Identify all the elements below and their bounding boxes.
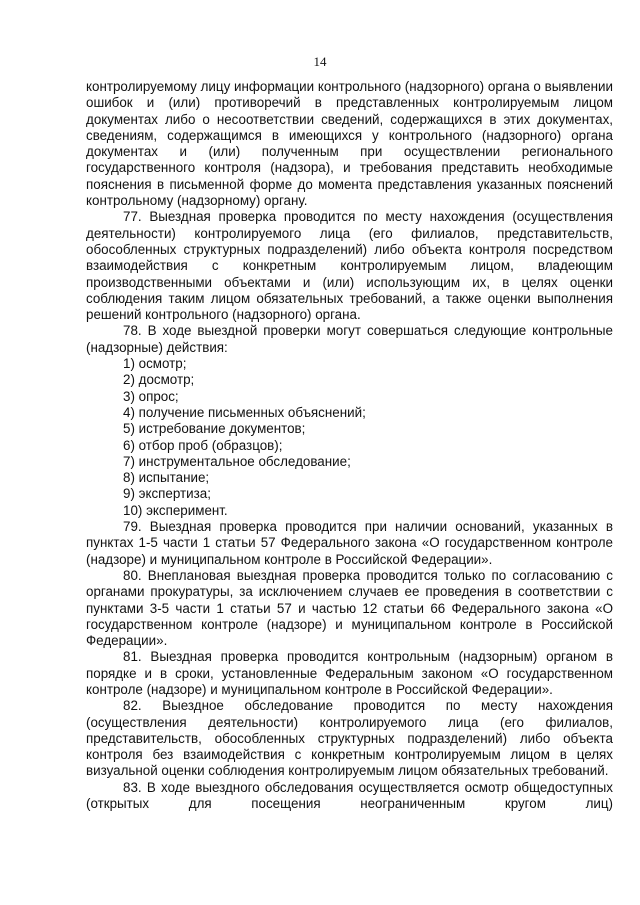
paragraph-78: 78. В ходе выездной проверки могут совершаться следующие контрольные (надзорные) действия: bbox=[86, 323, 613, 355]
list-item: 2) досмотр; bbox=[123, 372, 195, 388]
list-item: 3) опрос; bbox=[123, 388, 179, 404]
list-item: 1) осмотр; bbox=[123, 356, 187, 372]
list-item: 6) отбор проб (образцов); bbox=[123, 437, 283, 453]
page-number: 14 bbox=[313, 54, 327, 69]
paragraph-79: 79. Выездная проверка проводится при наличии оснований, указанных в пунктах 1-5 части 1 статьи 57 Федерального закона «О государственном контроле (надзоре) и муниципальном контроле в Российской Федерации». bbox=[86, 519, 613, 567]
list-item: 8) испытание; bbox=[123, 470, 210, 486]
paragraph-80: 80. Внеплановая выездная проверка проводится только по согласованию с органами прокуратуры, за исключением случаев ее проведения в соответствии с пунктами 3-5 части 1 статьи 57 и частью 12 статьи 66 Федерального закона «О государственном контроле (надзоре) и муниципальном контроле в Российской Федерации». bbox=[86, 567, 613, 649]
paragraph-continuation: контролируемому лицу информации контрольного (надзорного) органа о выявлении ошибок и (или) противоречий в представленных контролируемым лицом документах либо о несоответствии сведений, содержащихся в этих документах, сведениям, содержащимся в имеющихся у контрольного (надзорного) органа документах и (или) полученным при осуществлении регионального государственного контроля (надзора), и требования представить необходимые пояснения в письменной форме до момента представления указанных пояснений контрольному (надзорному) органу. bbox=[86, 79, 613, 209]
document-body bbox=[86, 79, 613, 812]
control-actions-list bbox=[86, 356, 613, 519]
paragraph-82: 82. Выездное обследование проводится по месту нахождения (осуществления деятельности) контролируемого лица (его филиалов, представительств, обособленных структурных подразделений) либо объекта контроля без взаимодействия с конкретным контролируемым лицом в целях визуальной оценки соблюдения контролируемым лицом обязательных требований. bbox=[86, 698, 613, 779]
paragraph-83: 83. В ходе выездного обследования осуществляется осмотр общедоступных (открытых для посещения неограниченным кругом лиц) bbox=[86, 779, 613, 812]
paragraph-81: 81. Выездная проверка проводится контрольным (надзорным) органом в порядке и в сроки, установленные Федеральным законом «О государственном контроле (надзоре) и муниципальном контроле в Российской Федерации». bbox=[86, 649, 613, 697]
list-item: 9) экспертиза; bbox=[123, 486, 211, 502]
list-item: 4) получение письменных объяснений; bbox=[123, 404, 366, 420]
list-item: 7) инструментальное обследование; bbox=[123, 453, 351, 469]
list-item: 10) эксперимент. bbox=[123, 502, 228, 518]
paragraph-77: 77. Выездная проверка проводится по месту нахождения (осуществления деятельности) контролируемого лица (его филиалов, представительств, обособленных структурных подразделений) либо объекта контроля посредством взаимодействия с конкретным контролируемым лицом, владеющим производственными объектами и (или) использующим их, в целях оценки соблюдения таким лицом обязательных требований, а также оценки выполнения решений контрольного (надзорного) органа. bbox=[86, 209, 613, 323]
list-item: 5) истребование документов; bbox=[123, 421, 306, 437]
